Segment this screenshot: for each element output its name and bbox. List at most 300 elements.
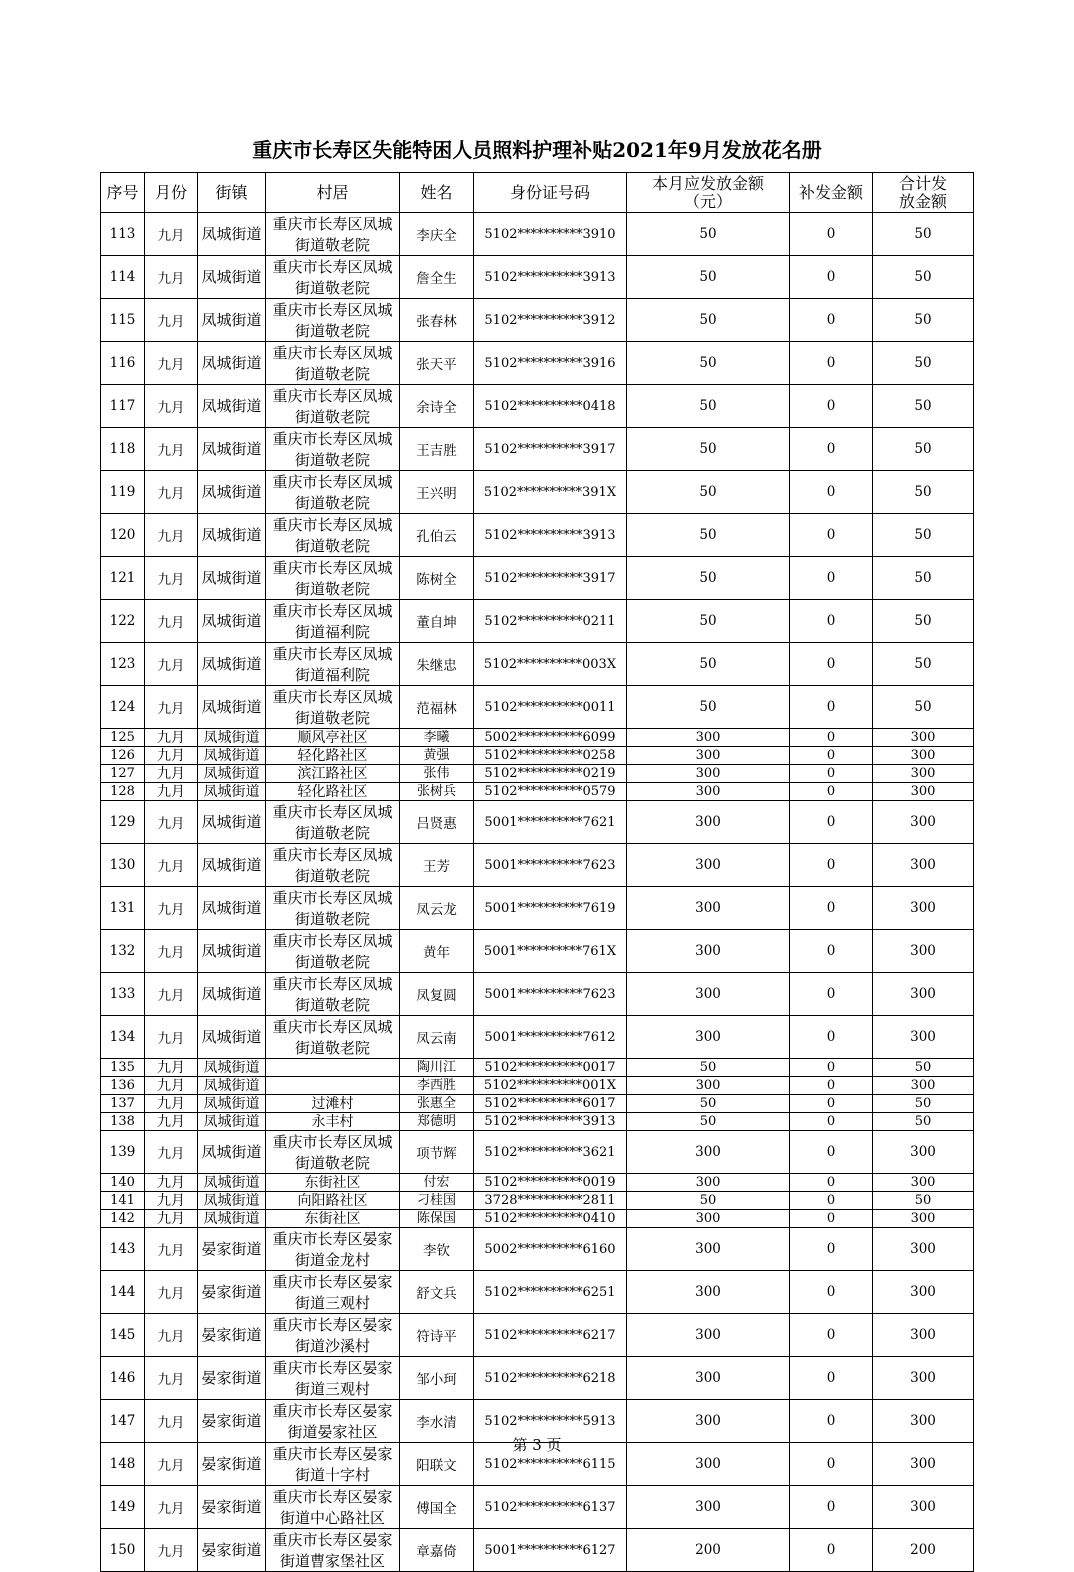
row-total-amount: 300 (873, 844, 974, 887)
row-index: 114 (101, 256, 145, 299)
row-id-number: 5102**********0258 (474, 747, 627, 765)
row-town: 晏家街道 (198, 1400, 266, 1443)
row-village: 重庆市长寿区晏家街道三观村 (266, 1271, 400, 1314)
row-month: 九月 (145, 1016, 198, 1059)
row-town: 凤城街道 (198, 844, 266, 887)
row-monthly-amount: 200 (627, 1529, 790, 1572)
row-village: 重庆市长寿区晏家街道沙溪村 (266, 1314, 400, 1357)
row-id-number: 5102**********6017 (474, 1095, 627, 1113)
row-index: 150 (101, 1529, 145, 1572)
row-total-amount: 50 (873, 1113, 974, 1131)
row-town: 凤城街道 (198, 299, 266, 342)
row-name: 李曦 (400, 729, 474, 747)
row-total-amount: 300 (873, 765, 974, 783)
row-name: 黄强 (400, 747, 474, 765)
row-total-amount: 200 (873, 1529, 974, 1572)
row-total-amount: 300 (873, 1228, 974, 1271)
row-back-pay: 0 (790, 256, 873, 299)
row-total-amount: 300 (873, 1400, 974, 1443)
table-row (101, 930, 974, 973)
row-name: 张天平 (400, 342, 474, 385)
row-village: 重庆市长寿区凤城街道福利院 (266, 600, 400, 643)
row-town: 凤城街道 (198, 747, 266, 765)
table-row (101, 1314, 974, 1357)
row-village: 东街社区 (266, 1210, 400, 1228)
row-monthly-amount: 50 (627, 213, 790, 256)
row-village (266, 1059, 400, 1077)
row-id-number: 5102**********6218 (474, 1357, 627, 1400)
row-village: 重庆市长寿区凤城街道敬老院 (266, 801, 400, 844)
page-number: 第 3 页 (512, 1436, 562, 1454)
row-town: 凤城街道 (198, 801, 266, 844)
row-total-amount: 50 (873, 256, 974, 299)
row-back-pay: 0 (790, 213, 873, 256)
row-name: 符诗平 (400, 1314, 474, 1357)
row-monthly-amount: 50 (627, 428, 790, 471)
row-total-amount: 50 (873, 1192, 974, 1210)
table-row (101, 1228, 974, 1271)
row-name: 李钦 (400, 1228, 474, 1271)
row-back-pay: 0 (790, 1059, 873, 1077)
row-town: 晏家街道 (198, 1228, 266, 1271)
row-town: 凤城街道 (198, 385, 266, 428)
row-village: 重庆市长寿区凤城街道敬老院 (266, 299, 400, 342)
row-index: 139 (101, 1131, 145, 1174)
row-town: 凤城街道 (198, 213, 266, 256)
row-id-number: 5102**********003X (474, 643, 627, 686)
row-town: 晏家街道 (198, 1357, 266, 1400)
row-monthly-amount: 50 (627, 1059, 790, 1077)
row-month: 九月 (145, 1113, 198, 1131)
row-name: 项节辉 (400, 1131, 474, 1174)
table-row (101, 765, 974, 783)
row-town: 凤城街道 (198, 1095, 266, 1113)
row-town: 凤城街道 (198, 1016, 266, 1059)
row-village: 重庆市长寿区晏家街道曹家堡社区 (266, 1529, 400, 1572)
row-monthly-amount: 50 (627, 686, 790, 729)
row-back-pay: 0 (790, 1113, 873, 1131)
table-row (101, 1077, 974, 1095)
row-id-number: 5102**********3912 (474, 299, 627, 342)
row-town: 凤城街道 (198, 930, 266, 973)
row-index: 140 (101, 1174, 145, 1192)
row-index: 129 (101, 801, 145, 844)
row-monthly-amount: 50 (627, 385, 790, 428)
row-monthly-amount: 300 (627, 1174, 790, 1192)
row-name: 邹小珂 (400, 1357, 474, 1400)
row-village: 重庆市长寿区凤城街道敬老院 (266, 213, 400, 256)
row-back-pay: 0 (790, 765, 873, 783)
row-index: 145 (101, 1314, 145, 1357)
row-name: 朱继忠 (400, 643, 474, 686)
row-index: 125 (101, 729, 145, 747)
row-name: 凤云南 (400, 1016, 474, 1059)
page-title: 重庆市长寿区失能特困人员照料护理补贴2021年9月发放花名册 (252, 138, 822, 162)
row-index: 146 (101, 1357, 145, 1400)
row-id-number: 5002**********6099 (474, 729, 627, 747)
row-total-amount: 300 (873, 1314, 974, 1357)
row-index: 117 (101, 385, 145, 428)
row-back-pay: 0 (790, 1314, 873, 1357)
row-monthly-amount: 300 (627, 887, 790, 930)
row-town: 凤城街道 (198, 342, 266, 385)
row-village: 滨江路社区 (266, 765, 400, 783)
row-name: 傅国全 (400, 1486, 474, 1529)
row-month: 九月 (145, 973, 198, 1016)
row-total-amount: 300 (873, 747, 974, 765)
row-total-amount: 300 (873, 930, 974, 973)
row-month: 九月 (145, 1131, 198, 1174)
row-name: 王兴明 (400, 471, 474, 514)
col-header-index: 序号 (101, 173, 145, 213)
row-village: 东街社区 (266, 1174, 400, 1192)
row-name: 王吉胜 (400, 428, 474, 471)
row-total-amount: 300 (873, 973, 974, 1016)
row-town: 晏家街道 (198, 1271, 266, 1314)
row-monthly-amount: 50 (627, 471, 790, 514)
row-id-number: 5102**********6137 (474, 1486, 627, 1529)
row-name: 付宏 (400, 1174, 474, 1192)
row-name: 李西胜 (400, 1077, 474, 1095)
table-row (101, 1486, 974, 1529)
table-row (101, 600, 974, 643)
row-town: 凤城街道 (198, 1113, 266, 1131)
row-total-amount: 300 (873, 801, 974, 844)
row-total-amount: 50 (873, 557, 974, 600)
row-total-amount: 50 (873, 643, 974, 686)
row-month: 九月 (145, 1357, 198, 1400)
row-month: 九月 (145, 600, 198, 643)
row-index: 132 (101, 930, 145, 973)
row-id-number: 5102**********0219 (474, 765, 627, 783)
row-total-amount: 300 (873, 1131, 974, 1174)
row-name: 阳联文 (400, 1443, 474, 1486)
row-village: 重庆市长寿区凤城街道敬老院 (266, 256, 400, 299)
row-name: 孔伯云 (400, 514, 474, 557)
row-month: 九月 (145, 342, 198, 385)
row-month: 九月 (145, 1095, 198, 1113)
row-back-pay: 0 (790, 1443, 873, 1486)
row-monthly-amount: 300 (627, 1314, 790, 1357)
row-total-amount: 300 (873, 1271, 974, 1314)
row-town: 凤城街道 (198, 256, 266, 299)
row-name: 范福林 (400, 686, 474, 729)
row-monthly-amount: 50 (627, 557, 790, 600)
row-town: 凤城街道 (198, 783, 266, 801)
row-back-pay: 0 (790, 1210, 873, 1228)
row-month: 九月 (145, 385, 198, 428)
row-back-pay: 0 (790, 1400, 873, 1443)
row-index: 136 (101, 1077, 145, 1095)
row-back-pay: 0 (790, 844, 873, 887)
row-index: 119 (101, 471, 145, 514)
row-monthly-amount: 300 (627, 1016, 790, 1059)
row-village: 重庆市长寿区凤城街道敬老院 (266, 844, 400, 887)
row-village: 轻化路社区 (266, 747, 400, 765)
row-town: 晏家街道 (198, 1486, 266, 1529)
row-index: 143 (101, 1228, 145, 1271)
row-village (266, 1077, 400, 1095)
row-name: 余诗全 (400, 385, 474, 428)
row-back-pay: 0 (790, 1095, 873, 1113)
row-name: 张伟 (400, 765, 474, 783)
row-total-amount: 50 (873, 514, 974, 557)
row-monthly-amount: 50 (627, 256, 790, 299)
row-index: 121 (101, 557, 145, 600)
row-name: 陈保国 (400, 1210, 474, 1228)
row-month: 九月 (145, 1059, 198, 1077)
row-back-pay: 0 (790, 471, 873, 514)
row-town: 凤城街道 (198, 686, 266, 729)
row-monthly-amount: 300 (627, 1210, 790, 1228)
row-name: 詹全生 (400, 256, 474, 299)
row-name: 吕贤惠 (400, 801, 474, 844)
row-index: 142 (101, 1210, 145, 1228)
row-back-pay: 0 (790, 747, 873, 765)
row-total-amount: 300 (873, 729, 974, 747)
table-row (101, 729, 974, 747)
row-back-pay: 0 (790, 385, 873, 428)
row-index: 133 (101, 973, 145, 1016)
row-monthly-amount: 50 (627, 342, 790, 385)
row-name: 陶川江 (400, 1059, 474, 1077)
row-index: 137 (101, 1095, 145, 1113)
row-month: 九月 (145, 256, 198, 299)
row-name: 章嘉倚 (400, 1529, 474, 1572)
row-index: 113 (101, 213, 145, 256)
header-row (101, 173, 974, 213)
row-monthly-amount: 300 (627, 747, 790, 765)
row-town: 凤城街道 (198, 1131, 266, 1174)
table-row (101, 213, 974, 256)
row-village: 重庆市长寿区晏家街道十字村 (266, 1443, 400, 1486)
row-monthly-amount: 300 (627, 765, 790, 783)
row-id-number: 5102**********0019 (474, 1174, 627, 1192)
table-row (101, 686, 974, 729)
row-monthly-amount: 300 (627, 1228, 790, 1271)
row-monthly-amount: 300 (627, 844, 790, 887)
row-village: 过滩村 (266, 1095, 400, 1113)
row-index: 127 (101, 765, 145, 783)
row-name: 郑德明 (400, 1113, 474, 1131)
row-village: 重庆市长寿区晏家街道三观村 (266, 1357, 400, 1400)
row-name: 李水清 (400, 1400, 474, 1443)
row-id-number: 5102**********0579 (474, 783, 627, 801)
row-month: 九月 (145, 801, 198, 844)
row-town: 凤城街道 (198, 887, 266, 930)
row-id-number: 5102**********5913 (474, 1400, 627, 1443)
col-header-monthly-amount: 本月应发放金额（元） (627, 173, 790, 213)
row-monthly-amount: 300 (627, 801, 790, 844)
row-total-amount: 300 (873, 1174, 974, 1192)
row-month: 九月 (145, 471, 198, 514)
row-month: 九月 (145, 213, 198, 256)
row-back-pay: 0 (790, 1174, 873, 1192)
row-id-number: 5102**********3910 (474, 213, 627, 256)
row-index: 141 (101, 1192, 145, 1210)
row-id-number: 5102**********0011 (474, 686, 627, 729)
row-name: 张惠全 (400, 1095, 474, 1113)
table-row (101, 1095, 974, 1113)
row-back-pay: 0 (790, 643, 873, 686)
row-monthly-amount: 300 (627, 783, 790, 801)
row-name: 李庆全 (400, 213, 474, 256)
row-back-pay: 0 (790, 1131, 873, 1174)
row-index: 148 (101, 1443, 145, 1486)
row-total-amount: 300 (873, 1077, 974, 1095)
table-row (101, 428, 974, 471)
row-index: 131 (101, 887, 145, 930)
col-header-village: 村居 (266, 173, 400, 213)
row-total-amount: 300 (873, 887, 974, 930)
row-index: 130 (101, 844, 145, 887)
row-back-pay: 0 (790, 1271, 873, 1314)
table-row (101, 256, 974, 299)
row-name: 陈树全 (400, 557, 474, 600)
row-town: 凤城街道 (198, 1077, 266, 1095)
row-month: 九月 (145, 643, 198, 686)
row-id-number: 5001**********761X (474, 930, 627, 973)
row-id-number: 5102**********3917 (474, 428, 627, 471)
table-row (101, 887, 974, 930)
row-month: 九月 (145, 1486, 198, 1529)
row-back-pay: 0 (790, 1486, 873, 1529)
row-monthly-amount: 300 (627, 1077, 790, 1095)
row-total-amount: 50 (873, 471, 974, 514)
row-town: 凤城街道 (198, 471, 266, 514)
row-id-number: 5102**********6251 (474, 1271, 627, 1314)
row-month: 九月 (145, 747, 198, 765)
row-name: 董自坤 (400, 600, 474, 643)
table-row (101, 299, 974, 342)
row-name: 张树兵 (400, 783, 474, 801)
row-id-number: 5001**********7623 (474, 973, 627, 1016)
row-id-number: 5102**********0211 (474, 600, 627, 643)
row-back-pay: 0 (790, 1192, 873, 1210)
row-total-amount: 300 (873, 783, 974, 801)
row-monthly-amount: 300 (627, 973, 790, 1016)
row-total-amount: 50 (873, 686, 974, 729)
row-name: 张春林 (400, 299, 474, 342)
row-town: 凤城街道 (198, 765, 266, 783)
row-total-amount: 50 (873, 385, 974, 428)
subsidy-roster-table (100, 172, 974, 1572)
row-month: 九月 (145, 299, 198, 342)
row-month: 九月 (145, 765, 198, 783)
row-index: 144 (101, 1271, 145, 1314)
row-village: 重庆市长寿区凤城街道敬老院 (266, 471, 400, 514)
row-back-pay: 0 (790, 930, 873, 973)
row-back-pay: 0 (790, 514, 873, 557)
table-row (101, 342, 974, 385)
row-town: 凤城街道 (198, 428, 266, 471)
row-month: 九月 (145, 783, 198, 801)
row-id-number: 5102**********0410 (474, 1210, 627, 1228)
row-back-pay: 0 (790, 801, 873, 844)
row-back-pay: 0 (790, 1077, 873, 1095)
row-month: 九月 (145, 1314, 198, 1357)
row-month: 九月 (145, 1443, 198, 1486)
row-index: 115 (101, 299, 145, 342)
row-total-amount: 50 (873, 428, 974, 471)
row-town: 凤城街道 (198, 643, 266, 686)
row-index: 124 (101, 686, 145, 729)
row-index: 147 (101, 1400, 145, 1443)
row-id-number: 5001**********7621 (474, 801, 627, 844)
row-id-number: 5102**********001X (474, 1077, 627, 1095)
row-village: 顺风亭社区 (266, 729, 400, 747)
row-back-pay: 0 (790, 342, 873, 385)
row-village: 重庆市长寿区凤城街道敬老院 (266, 557, 400, 600)
row-total-amount: 50 (873, 600, 974, 643)
row-back-pay: 0 (790, 1228, 873, 1271)
row-total-amount: 300 (873, 1016, 974, 1059)
row-back-pay: 0 (790, 887, 873, 930)
row-month: 九月 (145, 887, 198, 930)
row-town: 凤城街道 (198, 557, 266, 600)
row-name: 黄年 (400, 930, 474, 973)
row-name: 凤云龙 (400, 887, 474, 930)
row-village: 重庆市长寿区凤城街道敬老院 (266, 1131, 400, 1174)
row-total-amount: 50 (873, 299, 974, 342)
row-village: 向阳路社区 (266, 1192, 400, 1210)
row-village: 重庆市长寿区晏家街道金龙村 (266, 1228, 400, 1271)
table-row (101, 557, 974, 600)
row-monthly-amount: 50 (627, 1113, 790, 1131)
table-row (101, 783, 974, 801)
row-back-pay: 0 (790, 1529, 873, 1572)
row-index: 135 (101, 1059, 145, 1077)
row-name: 王芳 (400, 844, 474, 887)
row-index: 134 (101, 1016, 145, 1059)
row-monthly-amount: 300 (627, 1271, 790, 1314)
row-index: 138 (101, 1113, 145, 1131)
row-total-amount: 300 (873, 1486, 974, 1529)
row-id-number: 5102**********3913 (474, 256, 627, 299)
table-row (101, 471, 974, 514)
table-row (101, 1192, 974, 1210)
row-name: 舒文兵 (400, 1271, 474, 1314)
row-back-pay: 0 (790, 1016, 873, 1059)
row-village: 重庆市长寿区晏家街道中心路社区 (266, 1486, 400, 1529)
table-row (101, 1113, 974, 1131)
table-row (101, 514, 974, 557)
row-village: 重庆市长寿区凤城街道敬老院 (266, 930, 400, 973)
row-month: 九月 (145, 1210, 198, 1228)
col-header-name: 姓名 (400, 173, 474, 213)
row-monthly-amount: 50 (627, 1192, 790, 1210)
row-id-number: 5102**********3913 (474, 1113, 627, 1131)
row-id-number: 5102**********6217 (474, 1314, 627, 1357)
row-village: 轻化路社区 (266, 783, 400, 801)
row-town: 晏家街道 (198, 1529, 266, 1572)
row-id-number: 5001**********7612 (474, 1016, 627, 1059)
row-village: 重庆市长寿区凤城街道敬老院 (266, 887, 400, 930)
table-row (101, 385, 974, 428)
row-monthly-amount: 300 (627, 1400, 790, 1443)
row-month: 九月 (145, 930, 198, 973)
row-village: 重庆市长寿区凤城街道敬老院 (266, 973, 400, 1016)
row-total-amount: 300 (873, 1443, 974, 1486)
row-monthly-amount: 300 (627, 1486, 790, 1529)
table-row (101, 747, 974, 765)
row-total-amount: 300 (873, 1210, 974, 1228)
row-back-pay: 0 (790, 729, 873, 747)
row-index: 122 (101, 600, 145, 643)
row-back-pay: 0 (790, 686, 873, 729)
row-id-number: 5102**********6115 (474, 1443, 627, 1486)
row-name: 凤复圆 (400, 973, 474, 1016)
